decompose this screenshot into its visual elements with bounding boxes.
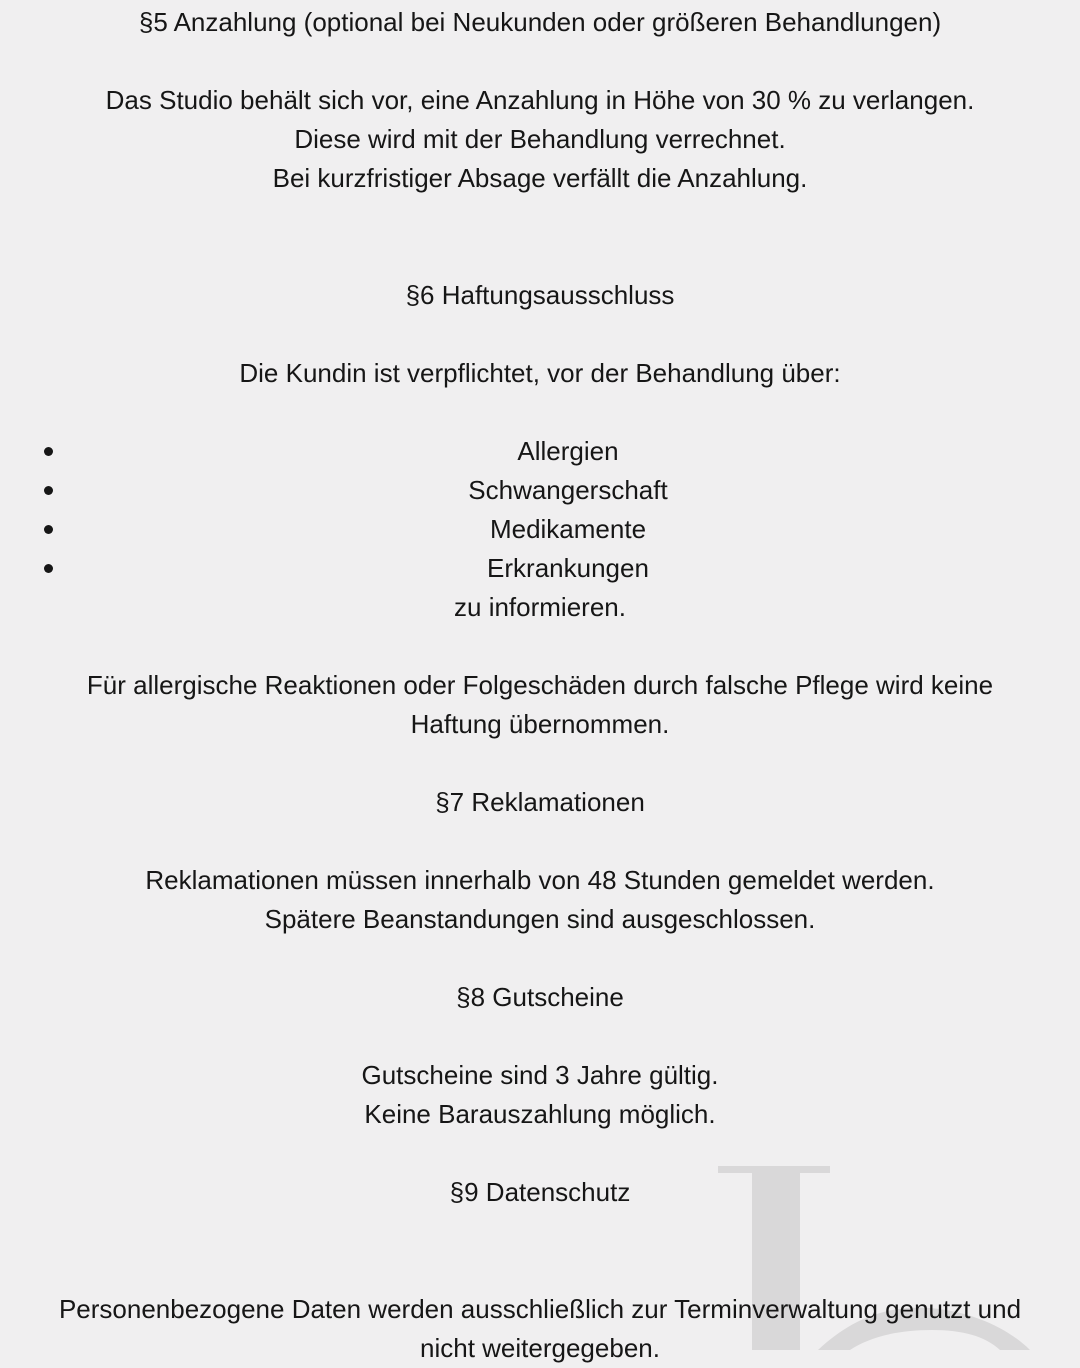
section-5-heading: §5 Anzahlung (optional bei Neukunden oder größeren Behandlungen) <box>138 7 942 37</box>
section-6-outro: zu informieren. <box>454 592 626 622</box>
section-7-text-line: Spätere Beanstandungen sind ausgeschlossen. <box>264 904 816 934</box>
list-item <box>0 471 1080 510</box>
list-item-label: Erkrankungen <box>487 553 649 583</box>
section-5-text-line: Bei kurzfristiger Absage verfällt die Anzahlung. <box>272 163 808 193</box>
list-item <box>0 549 1080 588</box>
section-5-text-line: Das Studio behält sich vor, eine Anzahlung in Höhe von 30 % zu verlangen. <box>105 85 975 115</box>
section-8-text-line: Keine Barauszahlung möglich. <box>364 1099 716 1129</box>
section-9-text-line: Personenbezogene Daten werden ausschließlich zur Terminverwaltung genutzt und <box>58 1294 1022 1324</box>
list-item-label: Schwangerschaft <box>468 475 668 505</box>
section-9-heading: §9 Datenschutz <box>449 1177 631 1207</box>
list-item-label: Medikamente <box>489 514 647 544</box>
bullet-icon <box>44 564 53 573</box>
list-item-label: Allergien <box>517 436 619 466</box>
bullet-icon <box>44 486 53 495</box>
list-item <box>0 510 1080 549</box>
section-6-intro: Die Kundin ist verpflichtet, vor der Behandlung über: <box>239 358 841 388</box>
section-7-heading: §7 Reklamationen <box>435 787 645 817</box>
section-6-liability-line: Haftung übernommen. <box>410 709 670 739</box>
section-7-text-line: Reklamationen müssen innerhalb von 48 Stunden gemeldet werden. <box>145 865 935 895</box>
section-8-text-line: Gutscheine sind 3 Jahre gültig. <box>361 1060 719 1090</box>
bullet-icon <box>44 447 53 456</box>
section-6-liability-line: Für allergische Reaktionen oder Folgeschäden durch falsche Pflege wird keine <box>86 670 994 700</box>
section-6-heading: §6 Haftungsausschluss <box>405 280 675 310</box>
bullet-icon <box>44 525 53 534</box>
section-8-heading: §8 Gutscheine <box>456 982 624 1012</box>
list-item <box>0 432 1080 471</box>
section-9-text-line: nicht weitergegeben. <box>420 1333 660 1363</box>
section-5-text-line: Diese wird mit der Behandlung verrechnet. <box>294 124 786 154</box>
